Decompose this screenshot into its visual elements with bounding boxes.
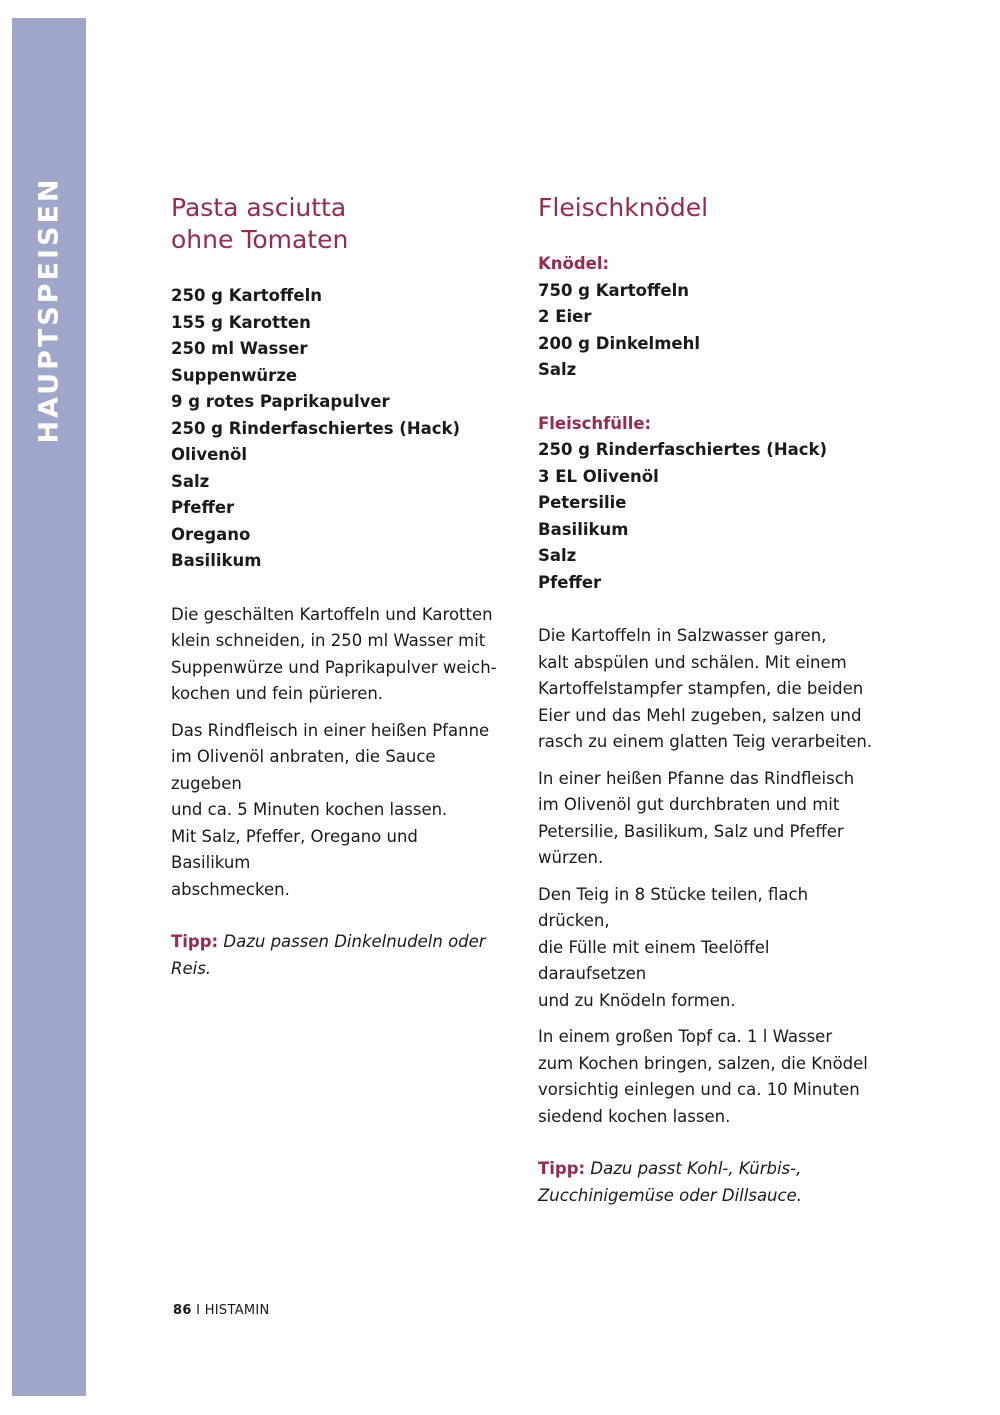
ingredient: 155 g Karotten [171,312,311,332]
instruction-paragraph: In einem großen Topf ca. 1 l Wasser zum Kochen bringen, salzen, die Knödel vorsichtig einlegen und ca. 10 Minuten siedend kochen lassen. [538,1027,868,1126]
instruction-paragraph: In einer heißen Pfanne das Rindfleisch im Olivenöl gut durchbraten und mit Petersilie, Basilikum, Salz und Pfeffer würzen. [538,768,855,867]
tip [171,929,501,982]
ingredient: Pfeffer [538,572,602,592]
ingredient: Olivenöl [171,445,248,464]
ingredient: 3 EL Olivenöl [538,466,659,486]
tip-text: Dazu passt Kohl-, Kürbis-, [590,1159,802,1178]
instruction-paragraph: Den Teig in 8 Stücke teilen, flach drücken, die Fülle mit einem Teelöffel daraufsetzen und zu Knödeln formen. [538,884,809,1010]
ingredient: 250 g Rinderfaschiertes (Hack) [538,440,828,459]
ingredient: Salz [538,360,577,379]
ingredient: Basilikum [538,519,629,539]
recipe-title: Fleischknödel [538,193,709,222]
tip-label: Tipp: [538,1159,586,1178]
ingredient: Basilikum [171,551,262,570]
ingredient-list [171,283,501,575]
tip [538,1156,878,1209]
ingredient: Salz [538,546,577,565]
page-footer [173,1303,270,1318]
ingredient: 250 ml Wasser [171,339,308,358]
ingredient: Pfeffer [171,498,235,517]
ingredient: 9 g rotes Paprikapulver [171,392,390,411]
recipe-fleischknoedel [538,192,878,1209]
section-heading-knoedel: Knödel: [538,254,610,273]
ingredient: 200 g Dinkelmehl [538,333,701,353]
section-heading-filling: Fleischfülle: [538,413,652,433]
recipe-title: Pasta asciutta ohne Tomaten [171,193,349,254]
ingredient: Salz [171,471,210,491]
ingredient: 250 g Kartoffeln [171,286,322,305]
ingredient: 2 Eier [538,307,592,326]
ingredient-list-knoedel [538,278,878,384]
page-number: 86 [173,1303,192,1318]
ingredient: Oregano [171,524,251,544]
ingredient: Suppenwürze [171,365,298,385]
chapter-label: HAUPTSPEISEN [33,176,65,444]
instruction-paragraph: Die Kartoffeln in Salzwasser garen, kalt abspülen und schälen. Mit einem Kartoffelstampfer stampfen, die beiden Eier und das Mehl zugeben, salzen und rasch zu einem glatten Teig verarbeiten. [538,626,873,751]
recipe-pasta [171,192,501,982]
ingredient-list-filling [538,437,878,596]
footer-separator: I [196,1303,201,1318]
ingredient: 250 g Rinderfaschiertes (Hack) [171,418,461,438]
tip-text: Zucchinigemüse oder Dillsauce. [538,1185,802,1205]
tip-text: Dazu passen Dinkelnudeln oder Reis. [171,932,486,978]
ingredient: Petersilie [538,493,627,512]
tip-label: Tipp: [171,932,219,951]
instruction-paragraph: Das Rindfleisch in einer heißen Pfanne im Olivenöl anbraten, die Sauce zugeben und ca. 5 Minuten kochen lassen. Mit Salz, Pfeffer, Oregano und Basilikum abschmecken. [171,720,490,899]
book-title: HISTAMIN [204,1303,270,1318]
instruction-paragraph: Die geschälten Kartoffeln und Karotten klein schneiden, in 250 ml Wasser mit Suppenwürze und Paprikapulver weich- kochen und fein pürieren. [171,604,497,703]
ingredient: 750 g Kartoffeln [538,280,689,300]
